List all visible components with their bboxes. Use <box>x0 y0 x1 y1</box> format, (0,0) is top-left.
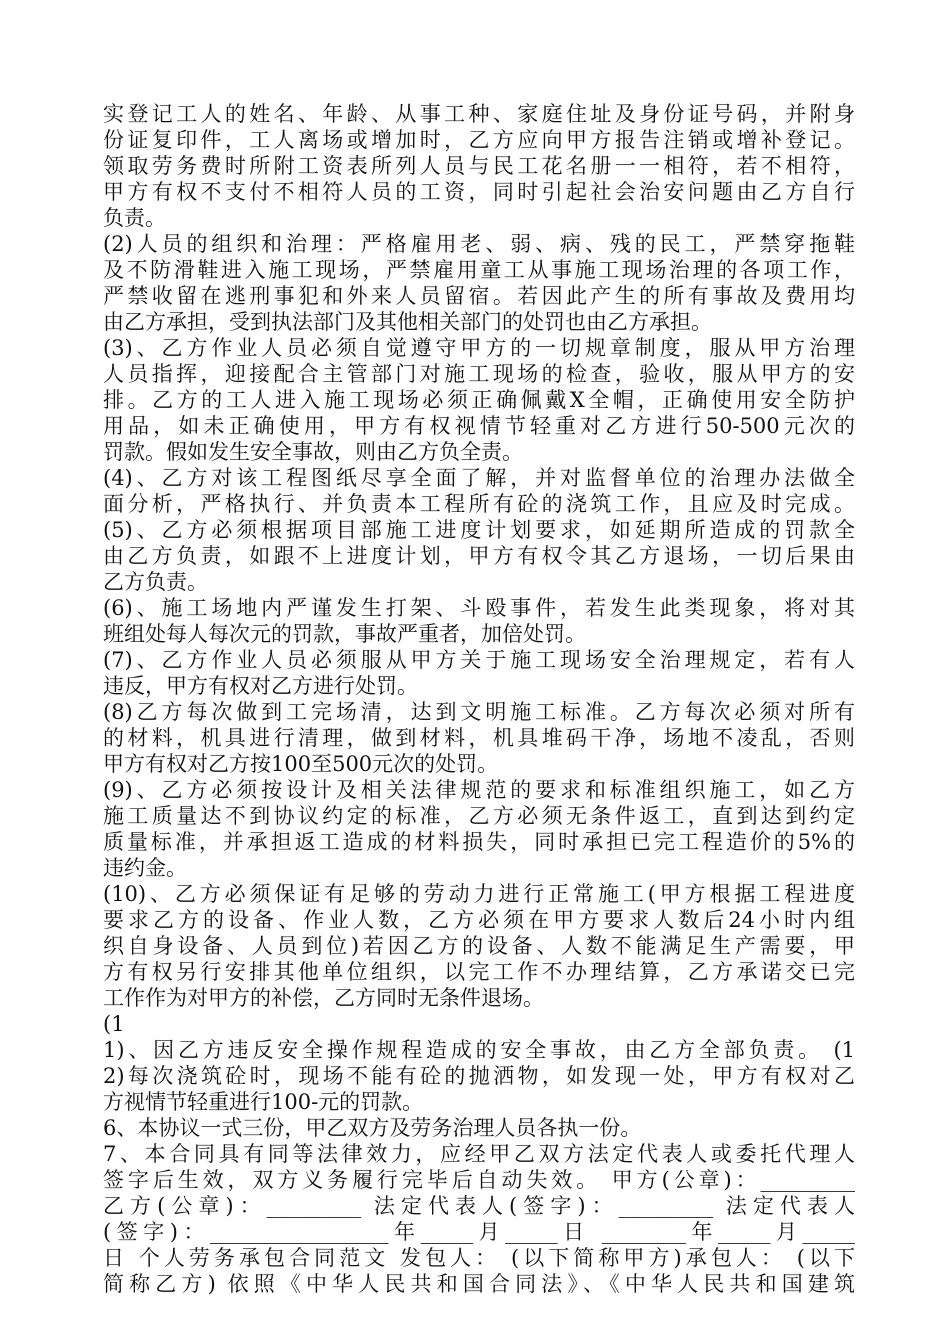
text-line: 施工质量达不到协议约定的标准，乙方必须无条件返工，直到达到约定 <box>103 804 855 828</box>
text-line: 乙方负责。 <box>103 570 208 594</box>
text-line: 甲方有权不支付不相符人员的工资，同时引起社会治安问题由乙方自行 <box>103 180 855 204</box>
text-line: (4)、乙方对该工程图纸尽享全面了解，并对监督单位的治理办法做全 <box>103 466 855 490</box>
text-line: 日 个人劳务承包合同范文 发包人： (以下简称甲方)承包人： (以下 <box>103 1246 855 1270</box>
text-line: 排。乙方的工人进入施工现场必须正确佩戴X全帽，正确使用安全防护 <box>103 388 855 412</box>
text-line: (2)人员的组织和治理：严格雇用老、弱、病、残的民工，严禁穿拖鞋 <box>103 232 855 256</box>
text-line: 1)、因乙方违反安全操作规程造成的安全事故，由乙方全部负责。 (1 <box>103 1038 855 1062</box>
text-line: (9)、乙方必须按设计及相关法律规范的要求和标准组织施工，如乙方 <box>103 778 855 802</box>
text-line: (10)、乙方必须保证有足够的劳动力进行正常施工(甲方根据工程进度 <box>103 882 855 906</box>
text-line: 领取劳务费时所附工资表所列人员与民工花名册一一相符，若不相符， <box>103 154 855 178</box>
text-line: 方视情节轻重进行100-元的罚款。 <box>103 1090 424 1114</box>
text-line: 用品，如未正确使用，甲方有权视情节轻重对乙方进行50-500元次的 <box>103 414 855 438</box>
text-line: 方有权另行安排其他单位组织，以完工作不办理结算，乙方承诺交已完 <box>103 960 855 984</box>
text-line: (6)、施工场地内严谨发生打架、斗殴事件，若发生此类现象，将对其 <box>103 596 855 620</box>
text-line: (1 <box>103 1012 125 1036</box>
text-line: 由乙方承担，受到执法部门及其他相关部门的处罚也由乙方承担。 <box>103 310 712 334</box>
text-line: (签字)：_________________年_____月_____日 ________年_____月_____ <box>103 1220 855 1244</box>
text-line: 乙方(公章)：_________ 法定代表人(签字)：_________ 法定代表人 <box>103 1194 855 1218</box>
text-line: 违约金。 <box>103 856 187 880</box>
text-line: 甲方有权对乙方按100至500元次的处罚。 <box>103 752 499 776</box>
text-line: 6、本协议一式三份，甲乙双方及劳务治理人员各执一份。 <box>103 1116 642 1140</box>
text-line: 质量标准，并承担返工造成的材料损失，同时承担已完工程造价的5%的 <box>103 830 855 854</box>
text-line: 7、本合同具有同等法律效力，应经甲乙双方法定代表人或委托代理人 <box>103 1142 855 1166</box>
text-line: (5)、乙方必须根据项目部施工进度计划要求，如延期所造成的罚款全 <box>103 518 855 542</box>
text-line: 的材料，机具进行清理，做到材料，机具堆码干净，场地不凌乱，否则 <box>103 726 855 750</box>
text-line: 及不防滑鞋进入施工现场，严禁雇用童工从事施工现场治理的各项工作， <box>103 258 855 282</box>
text-line: (3)、乙方作业人员必须自觉遵守甲方的一切规章制度，服从甲方治理 <box>103 336 855 360</box>
text-line: (8)乙方每次做到工完场清，达到文明施工标准。乙方每次必须对所有 <box>103 700 855 724</box>
text-line: 工作作为对甲方的补偿，乙方同时无条件退场。 <box>103 986 544 1010</box>
text-line: 2)每次浇筑砼时，现场不能有砼的抛洒物，如发现一处，甲方有权对乙 <box>103 1064 855 1088</box>
text-line: 织自身设备、人员到位)若因乙方的设备、人数不能满足生产需要，甲 <box>103 934 855 958</box>
text-line: 签字后生效，双方义务履行完毕后自动失效。 甲方(公章)：_________ <box>103 1168 855 1192</box>
text-line: 班组处每人每次元的罚款，事故严重者，加倍处罚。 <box>103 622 586 646</box>
text-line: 人员指挥，迎接配合主管部门对施工现场的检查，验收，服从甲方的安 <box>103 362 855 386</box>
text-line: (7)、乙方作业人员必须服从甲方关于施工现场安全治理规定，若有人 <box>103 648 855 672</box>
text-line: 实登记工人的姓名、年龄、从事工种、家庭住址及身份证号码，并附身 <box>103 102 855 126</box>
text-line: 罚款。假如发生安全事故，则由乙方负全责。 <box>103 440 523 464</box>
text-line: 严禁收留在逃刑事犯和外来人员留宿。若因此产生的所有事故及费用均 <box>103 284 855 308</box>
text-line: 份证复印件，工人离场或增加时，乙方应向甲方报告注销或增补登记。 <box>103 128 855 152</box>
text-line: 要求乙方的设备、作业人数，乙方必须在甲方要求人数后24小时内组 <box>103 908 855 932</box>
text-line: 由乙方负责，如跟不上进度计划，甲方有权令其乙方退场，一切后果由 <box>103 544 855 568</box>
document-body <box>103 101 855 1297</box>
text-line: 简称乙方) 依照《中华人民共和国合同法》、《中华人民共和国建筑 <box>103 1272 855 1296</box>
text-line: 违反，甲方有权对乙方进行处罚。 <box>103 674 418 698</box>
text-line: 负责。 <box>103 206 166 230</box>
text-line: 面分析，严格执行、并负责本工程所有砼的浇筑工作，且应及时完成。 <box>103 492 855 516</box>
